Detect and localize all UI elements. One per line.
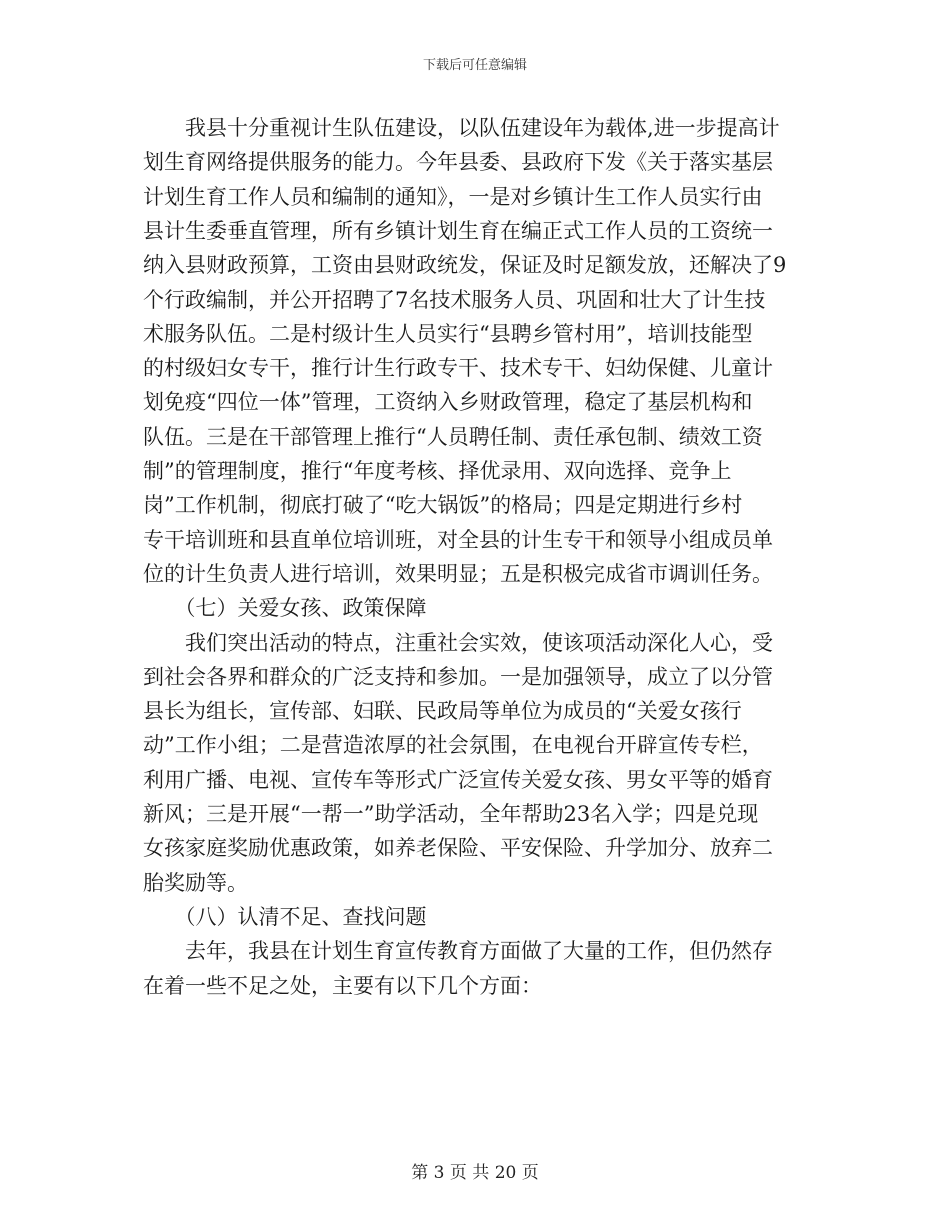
text-line: 制”的管理制度，推行“年度考核、择优录用、双向选择、竞争上 [143, 459, 732, 483]
text-line: 新风；三是开展“一帮一”助学活动，全年帮助23名入学；四是兑现 [143, 802, 759, 826]
text-line: 去年，我县在计划生育宣传教育方面做了大量的工作，但仍然存 [143, 939, 773, 964]
text-line: 动”工作小组；二是营造浓厚的社会氛围，在电视台开辟宣传专栏， [143, 733, 763, 758]
text-line: 划免疫“四位一体”管理，工资纳入乡财政管理，稳定了基层机构和 [143, 390, 753, 415]
text-line: 胎奖励等。 [143, 870, 248, 895]
text-line: 划生育网络提供服务的能力。今年县委、县政府下发《关于落实基层 [143, 150, 773, 175]
page-header: 下载后可任意编辑 [422, 58, 527, 73]
text-line: 的村级妇女专干，推行计生行政专干、技术专干、妇幼保健、儿童计 [143, 356, 773, 381]
text-line: 我县十分重视计生队伍建设，以队伍建设年为载体,进一步提高计 [143, 116, 780, 140]
text-line: 在着一些不足之处，主要有以下几个方面： [143, 973, 542, 998]
text-line: 县长为组长，宣传部、妇联、民政局等单位为成员的“关爱女孩行 [143, 699, 742, 724]
text-line: 我们突出活动的特点，注重社会实效，使该项活动深化人心，受 [143, 630, 773, 655]
page-footer: 第 3 页 共 20 页 [411, 1163, 539, 1183]
text-line: （八）认清不足、查找问题 [143, 904, 427, 929]
text-line: 岗”工作机制，彻底打破了“吃大锅饭”的格局；四是定期进行乡村 [143, 493, 743, 518]
text-line: （七）关爱女孩、政策保障 [143, 596, 427, 621]
text-line: 队伍。三是在干部管理上推行“人员聘任制、责任承包制、绩效工资 [143, 424, 763, 449]
text-line: 专干培训班和县直单位培训班，对全县的计生专干和领导小组成员单 [143, 527, 773, 552]
text-line: 位的计生负责人进行培训，效果明显；五是积极完成省市调训任务。 [143, 561, 773, 586]
text-line: 县计生委垂直管理，所有乡镇计划生育在编正式工作人员的工资统一 [143, 218, 773, 243]
text-line: 利用广播、电视、宣传车等形式广泛宣传关爱女孩、男女平等的婚育 [143, 767, 773, 792]
text-line: 术服务队伍。二是村级计生人员实行“县聘乡管村用”，培训技能型 [143, 321, 753, 346]
text-line: 女孩家庭奖励优惠政策，如养老保险、平安保险、升学加分、放弃二 [143, 836, 773, 861]
text-line: 个行政编制，并公开招聘了7名技术服务人员、巩固和壮大了计生技 [143, 287, 766, 312]
text-line: 计划生育工作人员和编制的通知》，一是对乡镇计生工作人员实行由 [143, 184, 763, 209]
text-line: 到社会各界和群众的广泛支持和参加。一是加强领导，成立了以分管 [143, 664, 773, 689]
text-line: 纳入县财政预算，工资由县财政统发，保证及时足额发放，还解决了9 [143, 253, 787, 278]
